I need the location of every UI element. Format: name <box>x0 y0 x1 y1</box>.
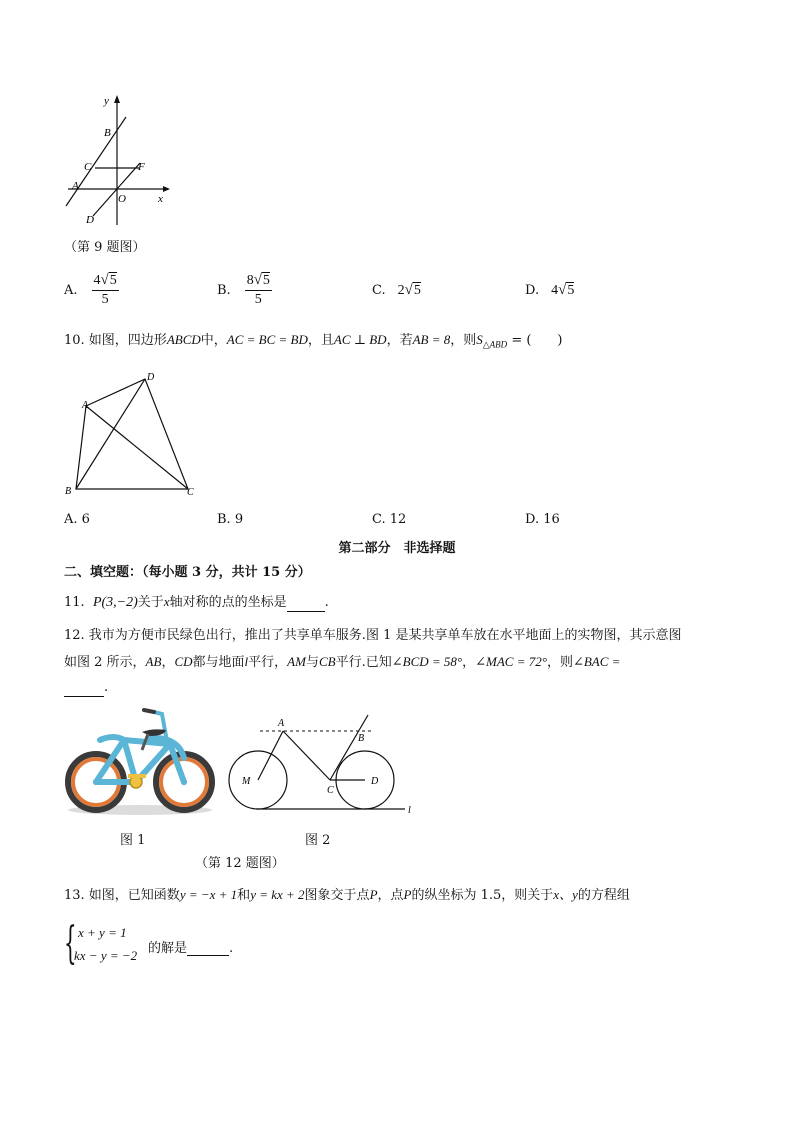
q9-option-a[interactable] <box>64 268 119 312</box>
label-A: A <box>82 400 89 411</box>
label-B: B <box>65 486 72 497</box>
label-C: C <box>84 161 92 173</box>
q10-option-d[interactable]: D. 16 <box>525 512 560 527</box>
seat <box>142 729 166 736</box>
label-l: l <box>408 805 411 816</box>
label-O: O <box>118 193 126 205</box>
label-B: B <box>104 127 111 139</box>
label-C: C <box>187 487 194 498</box>
system-brace: { <box>64 918 77 969</box>
segment-CB <box>330 715 368 780</box>
q10-option-c[interactable]: C. 12 <box>372 512 407 527</box>
label-D: D <box>147 372 155 383</box>
label-F: F <box>138 161 145 173</box>
label-C: C <box>327 785 334 796</box>
option-letter: A. <box>64 282 78 298</box>
diagonal-BD <box>76 379 145 489</box>
q9-option-d[interactable]: D. 4√5 <box>525 281 575 298</box>
label-A: A <box>278 718 285 729</box>
label-D: D <box>371 776 379 787</box>
label-M: M <box>242 776 251 787</box>
fraction: $\frac{8√5}{5}$ <box>246 272 270 307</box>
q13-answer: 的解是 . <box>148 941 234 956</box>
question-12-line-1: 12. 我市为方便市民绿色出行，推出了共享单车服务.图 1 是某共享单车放在水平地面上的实物图，其示意图 <box>64 628 682 643</box>
q9-option-b[interactable] <box>217 268 272 312</box>
x-axis-arrow <box>163 186 170 192</box>
y-axis-arrow <box>114 95 120 103</box>
question-13: 13. 如图，已知函数y = −x + 1和y = kx + 2图象交于点P，点P的纵坐标为 1.5，则关于x、y的方程组 <box>64 887 630 903</box>
figure-12-1-caption: 图 1 <box>120 833 146 848</box>
option-letter: C. <box>372 282 386 298</box>
question-10: 10. 如图，四边形ABCD中，AC = BC = BD，且AC ⊥ BD，若AB = 8，则$S_{\triangle ABD}$ = ( ) <box>64 332 563 350</box>
segment-AC <box>283 731 330 780</box>
answer-blank[interactable] <box>287 611 325 612</box>
label-D: D <box>86 214 94 226</box>
figure-12-caption: （第 12 题图） <box>195 856 285 871</box>
figure-9-caption: （第 9 题图） <box>64 240 146 255</box>
question-12-line-3: . <box>64 679 108 697</box>
option-letter: D. <box>525 282 540 298</box>
bicycle-schematic <box>222 710 418 822</box>
section-2-heading: 二、填空题：（每小题 3 分，共计 15 分） <box>64 565 311 580</box>
label-B: B <box>358 733 365 744</box>
label-A: A <box>72 180 79 192</box>
label-y: y <box>104 95 109 107</box>
segment-MA <box>258 731 283 780</box>
label-x: x <box>158 193 163 205</box>
quadrilateral-ABCD <box>76 379 188 489</box>
question-12-line-2: 如图 2 所示，AB，CD都与地面l平行，AM与CB平行.已知∠BCD = 58°，∠MAC = 72°，则∠BAC = <box>64 654 621 670</box>
equation-2: kx − y = −2 <box>74 948 138 963</box>
part-2-title: 第二部分 非选择题 <box>338 541 456 556</box>
answer-blank[interactable] <box>187 941 229 956</box>
diagonal-AC <box>86 406 188 489</box>
figure-10 <box>60 368 210 500</box>
figure-9 <box>60 90 180 240</box>
q9-option-c[interactable]: C. 2√5 <box>372 281 421 298</box>
figure-12-2-caption: 图 2 <box>305 833 331 848</box>
q10-option-b[interactable]: B. 9 <box>217 512 244 527</box>
option-letter: B. <box>217 282 231 298</box>
equation-1: x + y = 1 <box>78 925 127 940</box>
question-11: 11. P(3,−2)关于x轴对称的点的坐标是 . <box>64 594 329 610</box>
bicycle-photo <box>62 706 218 818</box>
answer-blank[interactable] <box>64 682 104 697</box>
q10-option-a[interactable]: A. 6 <box>64 512 90 527</box>
fraction: $\frac{4√5}{5}$ <box>93 272 117 307</box>
